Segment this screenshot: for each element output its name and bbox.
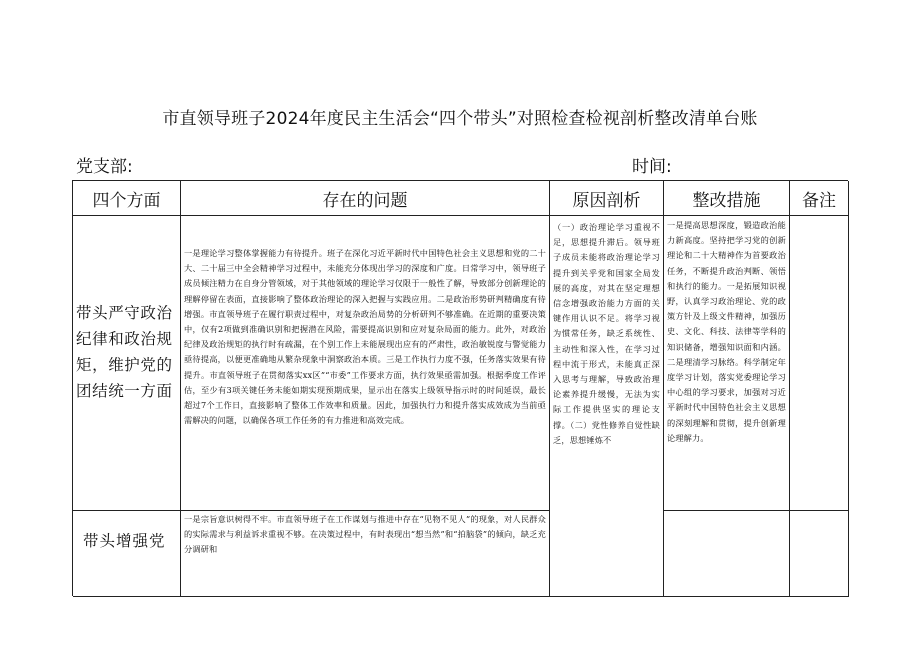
document-title: 市直领导班子2024年度民主生活会“四个带头”对照检查检视剖析整改清单台账	[162, 109, 758, 129]
row2-measures	[664, 511, 790, 597]
header-measures: 整改措施	[664, 181, 790, 216]
row1-causes: （一）政治理论学习重视不足，思想提升滞后。领导班子成员未能将政治理论学习提升到关乎党和国家全局发展的高度，对其在坚定理想信念增强政治能力方面的关键作用认识不足。将学习视为惯常任务，缺乏系统性、主动性和深入性，在学习过程中流于形式，未能真正深入思考与理解，导致政治理论素养提升缓慢，无法为实际工作提供坚实的理论支撑。（二）党性修养自觉性缺乏，思想锤炼不	[550, 216, 664, 597]
header-remarks: 备注	[790, 181, 849, 216]
row1-remarks	[790, 216, 849, 511]
time-label: 时间:	[632, 157, 672, 177]
row1-aspect: 带头严守政治纪律和政治规矩，维护党的团结统一方面	[73, 216, 181, 511]
header-issues: 存在的问题	[181, 181, 550, 216]
rectification-table	[72, 180, 848, 596]
party-branch-label: 党支部:	[76, 157, 133, 177]
row1-issues: 一是理论学习整体掌握能力有待提升。班子在深化习近平新时代中国特色社会主义思想和党的二十大、二十届三中全会精神学习过程中，未能充分体现出学习的深度和广度。日常学习中，领导班子成员倾注精力在自身分管领域，对于其他领域的理论学习仅限于一般性了解，导致部分创新理论的理解停留在表面，直接影响了整体政治理论的深入把握与实践应用。二是政治形势研判精确度有待增强。市直领导班子在履行职责过程中，对复杂政治局势的分析研判不够准确。在近期的重要决策中，仅有2项做到准确识别和把握潜在风险，需要提高识别和应对复杂局面的能力。此外，对政治纪律及政治规矩的执行时有疏漏，在个别工作上未能展现出应有的严肃性，政治敏锐度与警觉能力亟待提高，以便更准确地从繁杂现象中洞察政治本质。三是工作执行力度不强，任务落实效果有待提升。市直领导班子在贯彻落实xx区”“市委”工作要求方面，执行效果亟需加强。根据季度工作评估，至少有3项关键任务未能如期实现预期成果，显示出在落实上级领导指示时的时间延误，最长超过7个工作日，直接影响了整体工作效率和质量。因此，加强执行力和提升落实成效成为当前亟需解决的问题，以确保各项工作任务的有力推进和高效完成。	[181, 216, 550, 511]
row2-issues: 一是宗旨意识树得不牢。市直领导班子在工作谋划与推进中存在“见物不见人”的现象，对人民群众的实际需求与利益诉求重视不够。在决策过程中，有时表现出“想当然”和“拍脑袋”的倾向，缺乏充分调研和	[181, 511, 550, 597]
header-causes: 原因剖析	[550, 181, 664, 216]
header-aspect: 四个方面	[73, 181, 181, 216]
row2-remarks	[790, 511, 849, 597]
row2-aspect: 带头增强党	[73, 511, 181, 597]
row1-measures: 一是提高思想深度，锻造政治能力新高度。坚持把学习党的创新理论和二十大精神作为首要政治任务，不断提升政治判断、领悟和执行的能力。一是拓展知识视野，认真学习政治理论、党的政策方针及上级文件精神，加强历史、文化、科技、法律等学科的知识储备，增强知识面和内涵。二是理清学习脉络。科学制定年度学习计划，落实党委理论学习中心组的学习要求，加强对习近平新时代中国特色社会主义思想的深刻理解和贯彻，提升创新理论理解力。	[664, 216, 790, 511]
